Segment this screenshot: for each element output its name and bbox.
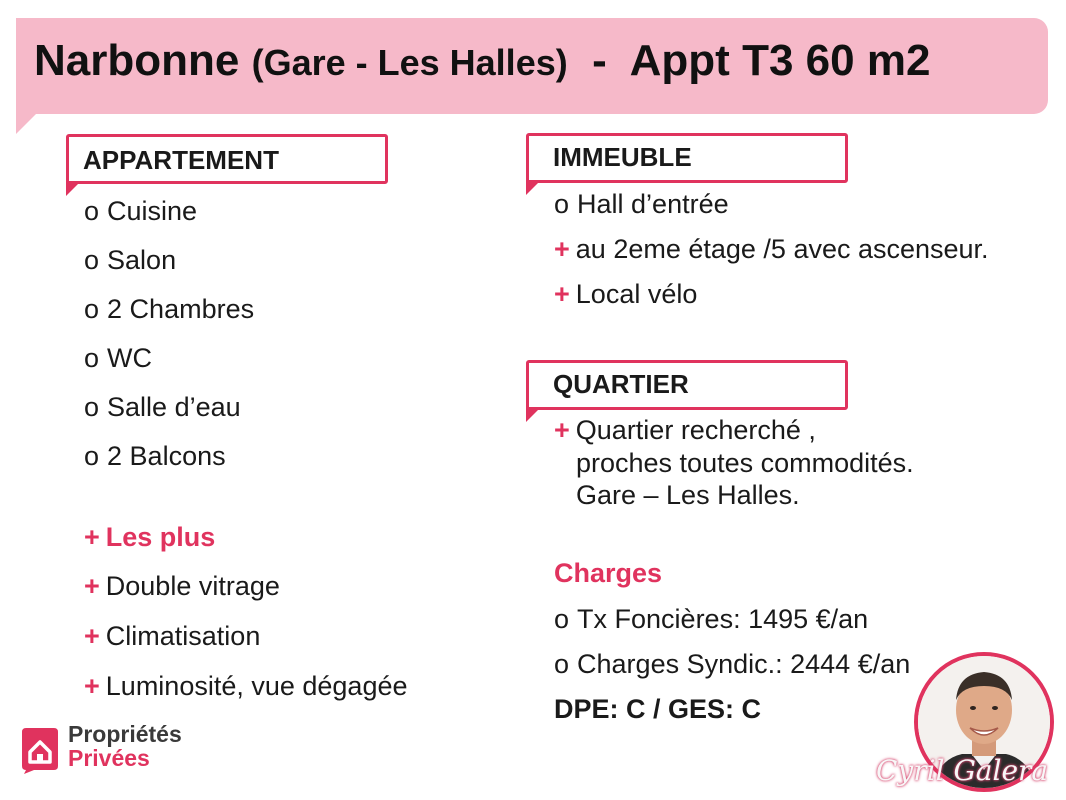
quartier-heading: QUARTIER bbox=[553, 369, 689, 399]
list-item: o 2 Chambres bbox=[84, 294, 255, 324]
list-item: + Quartier recherché , bbox=[554, 415, 816, 445]
list-item: o Tx Foncières: 1495 €/an bbox=[554, 604, 869, 634]
list-item: o Cuisine bbox=[84, 196, 198, 226]
plus-icon: + bbox=[84, 522, 100, 552]
plus-icon: + bbox=[554, 279, 570, 309]
list-item: + Local vélo bbox=[554, 279, 698, 309]
list-item: o WC bbox=[84, 343, 153, 373]
house-icon bbox=[20, 726, 60, 774]
circle-bullet: o bbox=[84, 294, 100, 324]
title-district: (Gare - Les Halles) bbox=[251, 42, 568, 83]
plus-icon: + bbox=[554, 415, 570, 445]
list-item: o Hall d’entrée bbox=[554, 189, 729, 219]
list-item: + au 2eme étage /5 avec ascenseur. bbox=[554, 234, 989, 264]
list-item: o 2 Balcons bbox=[84, 441, 226, 471]
plus-icon: + bbox=[84, 571, 100, 601]
circle-bullet: o bbox=[84, 196, 100, 226]
appartement-heading-box bbox=[66, 134, 388, 184]
list-item: o Salle d’eau bbox=[84, 392, 241, 422]
agent-signature: Cyril Galera bbox=[876, 754, 1049, 787]
immeuble-heading: IMMEUBLE bbox=[553, 142, 692, 172]
circle-bullet: o bbox=[554, 189, 570, 219]
charges-heading: Charges bbox=[554, 558, 663, 588]
list-item: + Climatisation bbox=[84, 621, 261, 651]
title-type: Appt T3 bbox=[629, 36, 794, 85]
circle-bullet: o bbox=[554, 649, 570, 679]
logo-line-1: Propriétés bbox=[68, 721, 182, 747]
circle-bullet: o bbox=[84, 441, 100, 471]
circle-bullet: o bbox=[84, 343, 100, 373]
list-item-continuation: Gare – Les Halles. bbox=[576, 480, 800, 510]
page-title bbox=[34, 36, 930, 86]
title-banner-tail bbox=[16, 112, 38, 134]
les-plus-heading: + Les plus bbox=[84, 522, 216, 552]
plus-icon: + bbox=[554, 234, 570, 264]
immeuble-heading-box bbox=[526, 133, 848, 183]
appartement-heading: APPARTEMENT bbox=[83, 145, 279, 175]
plus-icon: + bbox=[84, 621, 100, 651]
plus-icon: + bbox=[84, 671, 100, 701]
title-city: Narbonne bbox=[34, 36, 240, 85]
list-item: o Charges Syndic.: 2444 €/an bbox=[554, 649, 911, 679]
list-item: + Double vitrage bbox=[84, 571, 280, 601]
circle-bullet: o bbox=[84, 245, 100, 275]
heading-box-tail bbox=[526, 180, 541, 195]
circle-bullet: o bbox=[554, 604, 570, 634]
quartier-heading-box bbox=[526, 360, 848, 410]
dpe-ges-rating: DPE: C / GES: C bbox=[554, 694, 762, 724]
title-area: 60 m2 bbox=[805, 36, 931, 85]
logo-line-2: Privées bbox=[68, 745, 150, 771]
list-item: o Salon bbox=[84, 245, 177, 275]
title-separator: - bbox=[592, 36, 607, 85]
heading-box-tail bbox=[526, 407, 541, 422]
circle-bullet: o bbox=[84, 392, 100, 422]
heading-box-tail bbox=[66, 181, 81, 196]
list-item-continuation: proches toutes commodités. bbox=[576, 448, 914, 478]
list-item: + Luminosité, vue dégagée bbox=[84, 671, 408, 701]
